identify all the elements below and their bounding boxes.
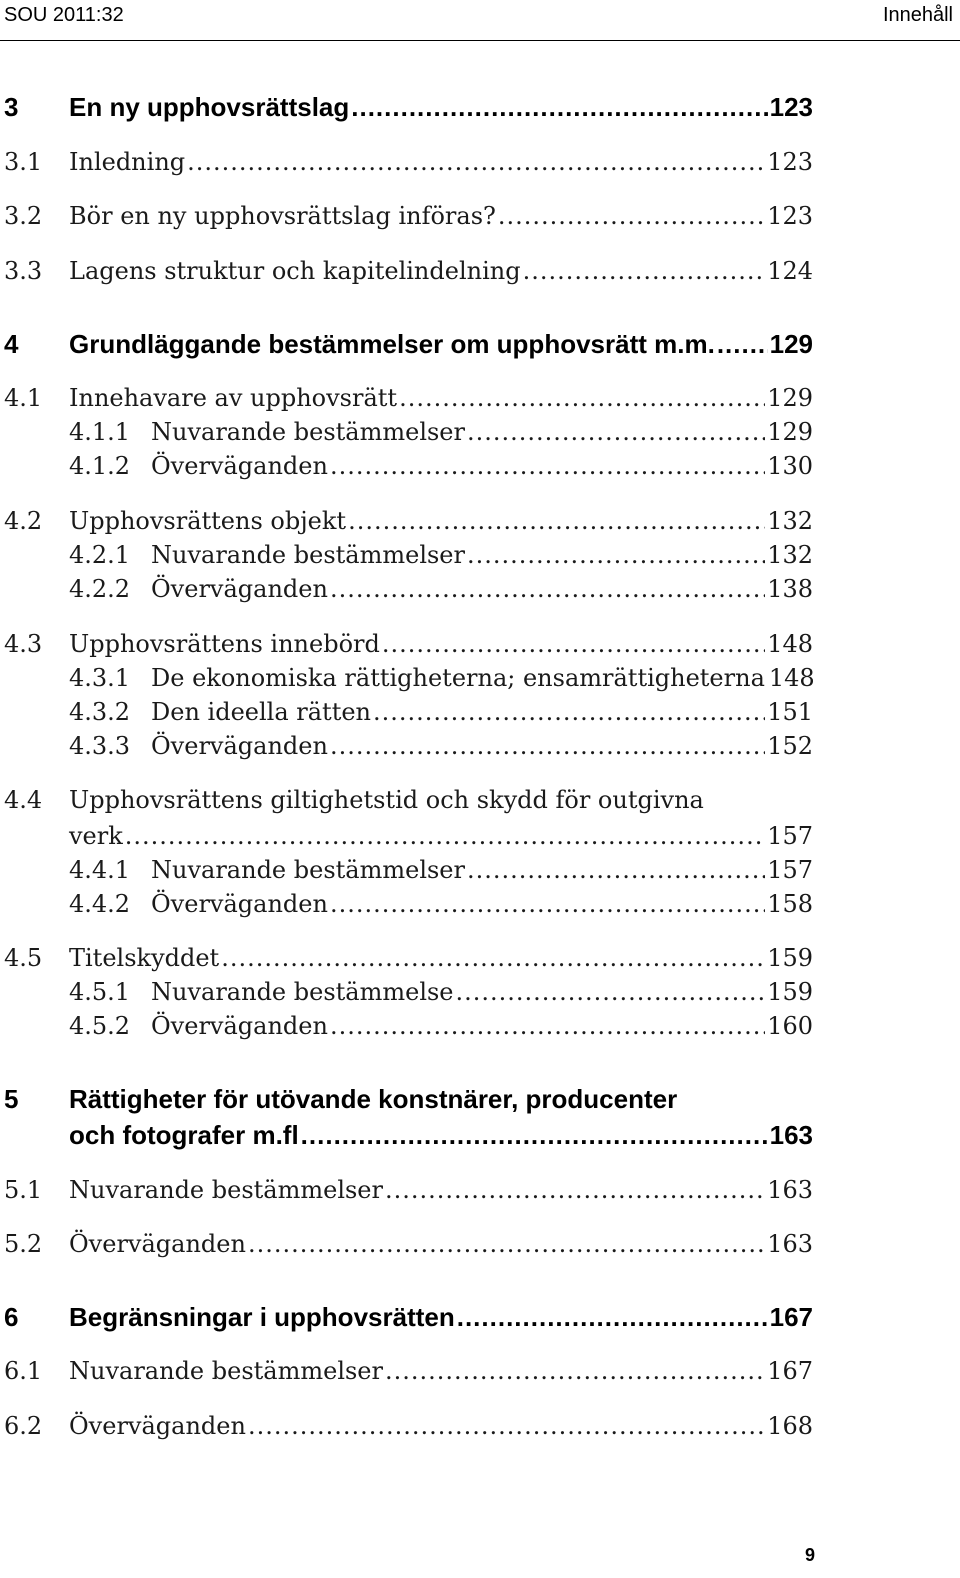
dot-leader	[221, 942, 765, 974]
toc-page-number: 148	[768, 664, 815, 692]
toc-page-number: 163	[767, 1176, 813, 1204]
toc-leader-line	[151, 696, 813, 728]
dot-leader	[456, 976, 766, 1008]
dot-leader	[385, 1355, 765, 1387]
toc-title: Grundläggande bestämmelser om upphovsrätt m.m.	[69, 329, 715, 359]
toc-page-number: 158	[767, 890, 813, 918]
dot-leader	[301, 1118, 768, 1152]
toc-leader-line	[69, 200, 813, 232]
toc-page-number: 157	[767, 856, 813, 884]
toc-section-number: 4.3.1	[69, 664, 131, 692]
toc-leader-line	[151, 976, 813, 1008]
toc-title: De ekonomiska rättigheterna; ensamrättigheterna	[151, 664, 765, 692]
toc-section-number: 4.4	[4, 786, 43, 814]
dot-leader	[248, 1410, 765, 1442]
toc-section-number: 4.3.3	[69, 732, 131, 760]
toc-leader-line	[69, 1355, 813, 1387]
toc-section-number: 4.1.1	[69, 418, 131, 446]
toc-page-number: 163	[769, 1120, 813, 1150]
toc-section-number: 3.3	[4, 257, 43, 285]
toc-leader-line	[69, 1174, 813, 1206]
toc-title: Överväganden	[69, 1230, 246, 1258]
toc-title: Upphovsrättens innebörd	[69, 630, 380, 658]
toc-title: och fotografer m.fl	[69, 1120, 299, 1150]
toc-section-number: 4.2.1	[69, 541, 131, 569]
toc-page-number: 124	[767, 257, 813, 285]
toc-section-number: 4.5.2	[69, 1012, 131, 1040]
toc-leader-line	[151, 854, 813, 886]
toc-title: Överväganden	[69, 1412, 246, 1440]
toc-leader-line	[151, 450, 813, 482]
toc-title-line: Upphovsrättens giltighetstid och skydd för outgivna	[69, 786, 704, 814]
toc-leader-line	[69, 1118, 813, 1152]
dot-leader	[373, 696, 765, 728]
toc-leader-line	[69, 1300, 813, 1334]
dot-leader	[399, 382, 765, 414]
toc-title: Nuvarande bestämmelser	[69, 1357, 383, 1385]
toc-leader-line	[151, 573, 813, 605]
toc-section-number: 3.2	[4, 202, 43, 230]
toc-section-number: 6.2	[4, 1412, 43, 1440]
toc-title: verk	[69, 822, 123, 850]
dot-leader	[351, 90, 767, 124]
toc-title: Överväganden	[151, 890, 328, 918]
toc-leader-line	[69, 90, 813, 124]
toc-page-number: 159	[767, 978, 813, 1006]
toc-page-number: 123	[769, 92, 813, 122]
toc-page-number: 129	[767, 418, 813, 446]
toc-page-number: 168	[767, 1412, 813, 1440]
dot-leader	[467, 539, 765, 571]
toc-leader-line	[69, 942, 813, 974]
dot-leader	[498, 200, 765, 232]
toc-section-number: 4.4.2	[69, 890, 131, 918]
toc-title: Den ideella rätten	[151, 698, 371, 726]
toc-leader-line	[151, 662, 813, 694]
toc-title: Överväganden	[151, 575, 328, 603]
dot-leader	[348, 505, 765, 537]
toc-title: Överväganden	[151, 452, 328, 480]
toc-title-line: Rättigheter för utövande konstnärer, producenter	[69, 1084, 678, 1114]
toc-page-number: 129	[769, 329, 813, 359]
dot-leader	[330, 573, 765, 605]
toc-leader-line	[69, 382, 813, 414]
dot-leader	[187, 146, 765, 178]
toc-page-number: 151	[767, 698, 813, 726]
toc-section-number: 4.1.2	[69, 452, 131, 480]
toc-page-number: 123	[767, 202, 813, 230]
toc-leader-line	[69, 255, 813, 287]
dot-leader	[330, 450, 765, 482]
toc-section-number: 5.2	[4, 1230, 43, 1258]
document-id: SOU 2011:32	[4, 4, 124, 26]
dot-leader	[467, 854, 765, 886]
dot-leader	[248, 1228, 765, 1260]
dot-leader	[523, 255, 766, 287]
section-name: Innehåll	[882, 4, 953, 26]
toc-title: Lagens struktur och kapitelindelning	[69, 257, 521, 285]
toc-leader-line	[69, 146, 813, 178]
toc-section-number: 4.4.1	[69, 856, 131, 884]
toc-section-number: 4.5	[4, 944, 43, 972]
toc-page-number: 152	[767, 732, 813, 760]
toc-title: Nuvarande bestämmelser	[151, 541, 465, 569]
toc-leader-line	[151, 888, 813, 920]
toc-section-number: 4.5.1	[69, 978, 131, 1006]
toc-title: Titelskyddet	[69, 944, 220, 972]
toc-title: Överväganden	[151, 1012, 328, 1040]
toc-section-number: 3	[4, 92, 19, 122]
toc-page-number: 132	[767, 541, 813, 569]
toc-section-number: 4.2.2	[69, 575, 131, 603]
toc-section-number: 4.1	[4, 384, 43, 412]
toc-page-number: 138	[767, 575, 813, 603]
dot-leader	[125, 820, 765, 852]
page-number: 9	[804, 1545, 815, 1565]
dot-leader	[330, 888, 765, 920]
toc-leader-line	[69, 820, 813, 852]
dot-leader	[330, 1010, 765, 1042]
toc-page-number: 167	[769, 1302, 813, 1332]
dot-leader	[382, 628, 765, 660]
toc-page-number: 148	[767, 630, 813, 658]
toc-title: Inledning	[69, 148, 186, 176]
toc-section-number: 4.3	[4, 630, 43, 658]
toc-page-number: 163	[767, 1230, 813, 1258]
toc-leader-line	[69, 1228, 813, 1260]
toc-title: Nuvarande bestämmelse	[151, 978, 454, 1006]
toc-title: En ny upphovsrättslag	[69, 92, 350, 122]
toc-title: Nuvarande bestämmelser	[151, 418, 465, 446]
toc-leader-line	[151, 416, 813, 448]
toc-leader-line	[69, 1410, 813, 1442]
toc-page-number: 160	[767, 1012, 813, 1040]
toc-section-number: 4.2	[4, 507, 43, 535]
toc-title: Nuvarande bestämmelser	[151, 856, 465, 884]
toc-title: Överväganden	[151, 732, 328, 760]
dot-leader	[467, 416, 765, 448]
toc-title: Innehavare av upphovsrätt	[69, 384, 398, 412]
toc-page-number: 157	[767, 822, 813, 850]
toc-section-number: 3.1	[4, 148, 43, 176]
toc-page-number: 129	[767, 384, 813, 412]
toc-section-number: 6.1	[4, 1357, 43, 1385]
dot-leader	[330, 730, 765, 762]
toc-leader-line	[151, 539, 813, 571]
toc-section-number: 5	[4, 1084, 19, 1114]
toc-section-number: 6	[4, 1302, 19, 1332]
toc-leader-line	[69, 628, 813, 660]
dot-leader	[717, 327, 768, 361]
toc-section-number: 4.3.2	[69, 698, 131, 726]
toc-leader-line	[69, 327, 813, 361]
dot-leader	[457, 1300, 768, 1334]
toc-page-number: 167	[767, 1357, 813, 1385]
toc-leader-line	[151, 730, 813, 762]
toc-section-number: 5.1	[4, 1176, 43, 1204]
toc-page-number: 132	[767, 507, 813, 535]
toc-title: Upphovsrättens objekt	[69, 507, 347, 535]
toc-title: Nuvarande bestämmelser	[69, 1176, 383, 1204]
toc-section-number: 4	[4, 329, 19, 359]
toc-page-number: 130	[767, 452, 813, 480]
toc-title: Bör en ny upphovsrättslag införas?	[69, 202, 496, 230]
toc-page-number: 159	[767, 944, 813, 972]
toc-title: Begränsningar i upphovsrätten	[69, 1302, 455, 1332]
toc-leader-line	[151, 1010, 813, 1042]
toc-page-number: 123	[767, 148, 813, 176]
toc-leader-line	[69, 505, 813, 537]
dot-leader	[385, 1174, 765, 1206]
